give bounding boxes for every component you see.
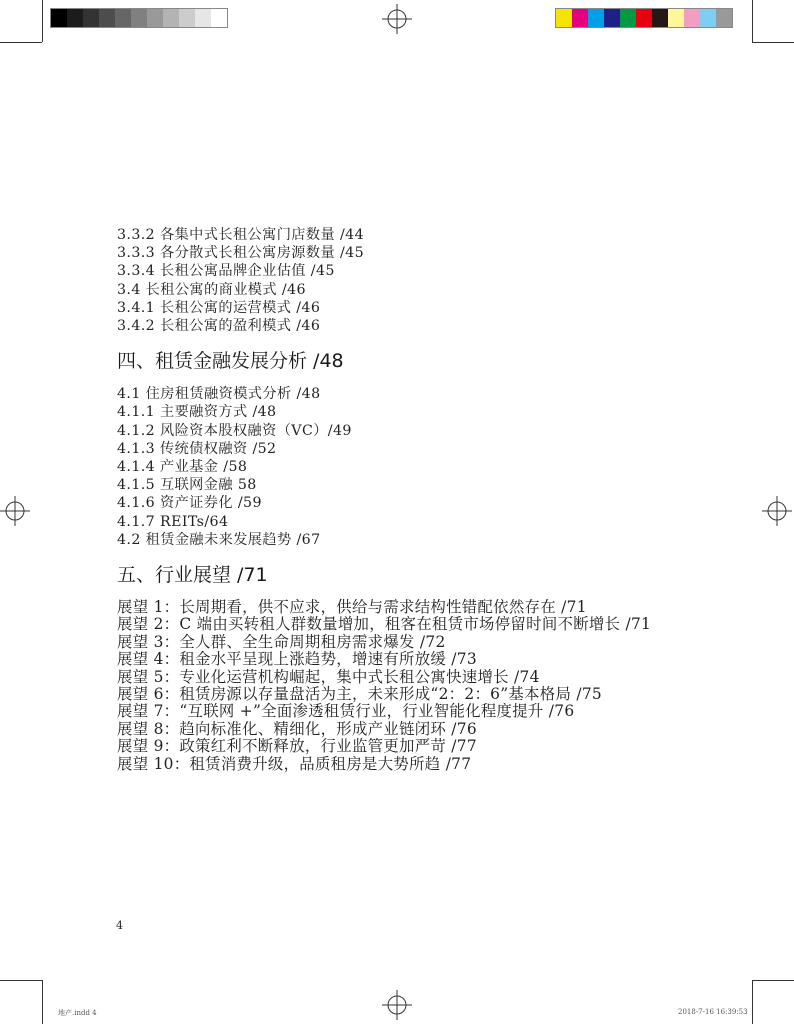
- registration-mark-icon: [382, 4, 412, 34]
- color-swatch: [131, 9, 147, 27]
- registration-mark-icon: [762, 496, 792, 526]
- toc-entry[interactable]: 3.4 长租公寓的商业模式 /46: [117, 281, 306, 298]
- toc-entry[interactable]: 4.1 住房租赁融资模式分析 /48: [117, 386, 321, 403]
- color-swatch: [99, 9, 115, 27]
- print-slug-timestamp: 2018-7-16 16:39:53: [678, 1008, 748, 1016]
- toc-entry[interactable]: 4.1.3 传统债权融资 /52: [117, 440, 277, 457]
- color-swatch: [700, 9, 716, 27]
- toc-entry[interactable]: 展望 3：全人群、全生命周期租房需求爆发 /72: [117, 632, 446, 651]
- print-slug-filename: 地产.indd 4: [58, 1009, 97, 1017]
- toc-entry[interactable]: 3.3.3 各分散式长租公寓房源数量 /45: [117, 245, 365, 262]
- color-swatch: [668, 9, 684, 27]
- color-swatch: [67, 9, 83, 27]
- color-swatch: [195, 9, 211, 27]
- toc-entry[interactable]: 4.1.6 资产证券化 /59: [117, 495, 262, 512]
- process-color-bar: [555, 8, 733, 28]
- color-swatch: [51, 9, 67, 27]
- color-swatch: [556, 9, 572, 27]
- toc-entry[interactable]: 展望 5：专业化运营机构崛起，集中式长租公寓快速增长 /74: [117, 667, 540, 686]
- crop-mark: [0, 980, 42, 981]
- toc-entry[interactable]: 展望 10：租赁消费升级，品质租房是大势所趋 /77: [117, 754, 472, 773]
- color-swatch: [604, 9, 620, 27]
- toc-entry[interactable]: 4.1.5 互联网金融 58: [117, 477, 257, 494]
- registration-mark-icon: [0, 496, 30, 526]
- crop-mark: [752, 980, 794, 981]
- toc-entry[interactable]: 3.4.1 长租公寓的运营模式 /46: [117, 299, 321, 316]
- color-swatch: [179, 9, 195, 27]
- crop-mark: [752, 0, 753, 42]
- toc-content: [117, 226, 697, 773]
- color-swatch: [211, 9, 227, 27]
- toc-entry[interactable]: 3.3.2 各集中式长租公寓门店数量 /44: [117, 227, 365, 243]
- toc-block-3: [117, 226, 697, 335]
- gray-color-bar: [50, 8, 228, 28]
- toc-entry[interactable]: 展望 9：政策红利不断释放，行业监管更加严苛 /77: [117, 737, 477, 756]
- color-swatch: [588, 9, 604, 27]
- toc-entry[interactable]: 3.4.2 长租公寓的盈利模式 /46: [117, 318, 321, 335]
- registration-mark-icon: [382, 990, 412, 1020]
- toc-entry[interactable]: 4.1.4 产业基金 /58: [117, 459, 248, 476]
- color-swatch: [636, 9, 652, 27]
- toc-entry[interactable]: 展望 8：趋向标准化、精细化，形成产业链闭环 /76: [117, 719, 477, 738]
- toc-entry[interactable]: 展望 1：长周期看，供不应求，供给与需求结构性错配依然存在 /71: [117, 598, 587, 617]
- section-heading-4[interactable]: 四、租赁金融发展分析 /48: [117, 350, 344, 373]
- section-heading-5[interactable]: 五、行业展望 /71: [117, 564, 268, 587]
- color-swatch: [83, 9, 99, 27]
- page-number: 4: [116, 919, 123, 932]
- toc-entry[interactable]: 展望 2：C 端由买转租人群数量增加，租客在租赁市场停留时间不断增长 /71: [117, 615, 652, 634]
- color-swatch: [163, 9, 179, 27]
- toc-entry[interactable]: 4.1.2 风险资本股权融资（VC）/49: [117, 422, 352, 439]
- toc-entry[interactable]: 4.1.1 主要融资方式 /48: [117, 404, 277, 421]
- crop-mark: [752, 980, 753, 1024]
- toc-entry[interactable]: 展望 7：“互联网 +”全面渗透租赁行业，行业智能化程度提升 /76: [117, 702, 575, 721]
- toc-block-5: [117, 599, 697, 773]
- crop-mark: [42, 980, 43, 1024]
- toc-entry[interactable]: 展望 6：租赁房源以存量盘活为主，未来形成“2：2：6”基本格局 /75: [117, 685, 603, 704]
- color-swatch: [684, 9, 700, 27]
- crop-mark: [0, 42, 42, 43]
- crop-mark: [42, 0, 43, 42]
- toc-entry[interactable]: 4.2 租赁金融未来发展趋势 /67: [117, 531, 321, 548]
- color-swatch: [652, 9, 668, 27]
- color-swatch: [572, 9, 588, 27]
- toc-block-4: [117, 385, 697, 549]
- color-swatch: [115, 9, 131, 27]
- color-swatch: [147, 9, 163, 27]
- crop-mark: [752, 42, 794, 43]
- color-swatch: [620, 9, 636, 27]
- color-swatch: [716, 9, 732, 27]
- toc-entry[interactable]: 展望 4：租金水平呈现上涨趋势，增速有所放缓 /73: [117, 650, 477, 669]
- toc-entry[interactable]: 4.1.7 REITs/64: [117, 513, 229, 530]
- toc-entry[interactable]: 3.3.4 长租公寓品牌企业估值 /45: [117, 263, 335, 280]
